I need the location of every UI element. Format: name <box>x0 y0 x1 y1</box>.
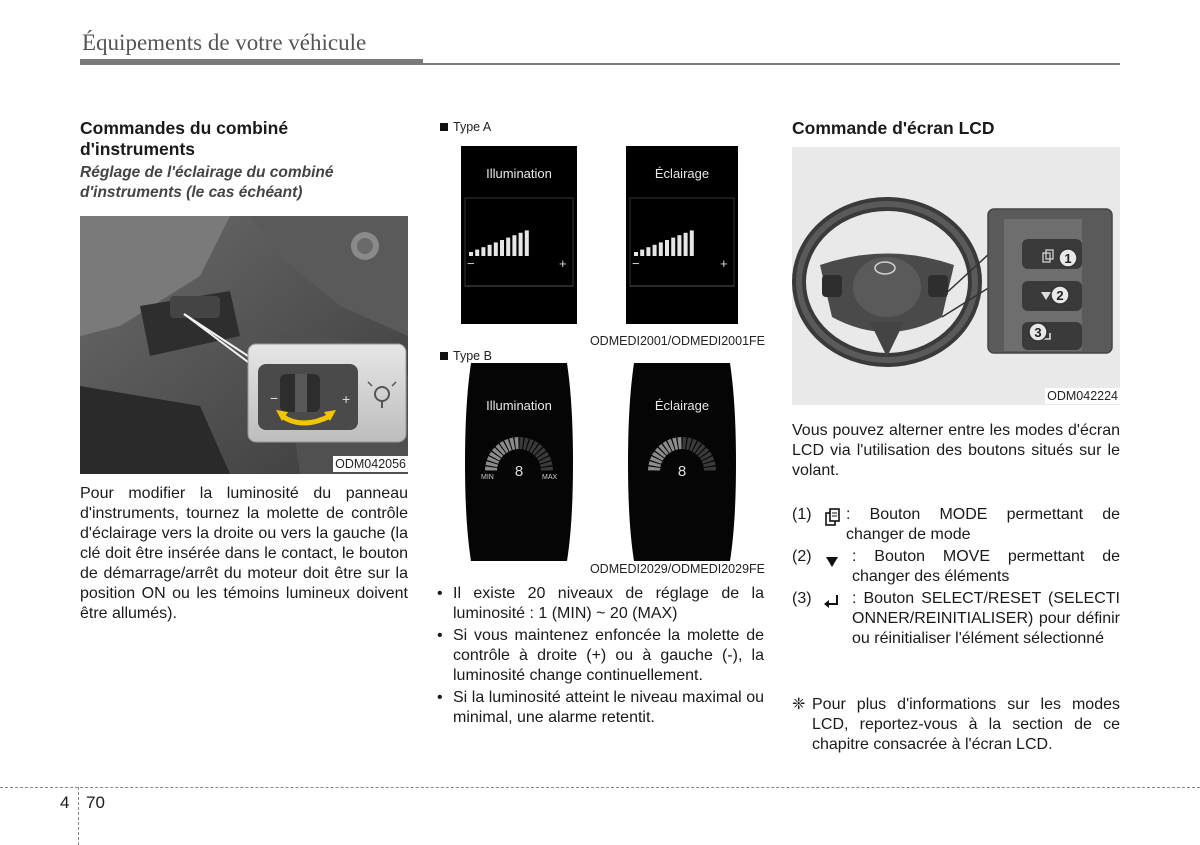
brightness-bar <box>640 250 644 256</box>
brightness-bar <box>506 238 510 256</box>
bullet-item <box>434 626 764 686</box>
button-item-mode <box>792 505 1120 545</box>
button-item-mode-text: : Bouton MODE permettant de changer de mode <box>846 506 1120 543</box>
bullet-text: Si la luminosité atteint le niveau maximal ou minimal, une alarme retentit. <box>453 689 764 726</box>
note-symbol-icon: ❈ <box>792 696 806 713</box>
brightness-bar <box>525 230 529 256</box>
type-a-en-plus: + <box>559 256 567 271</box>
lcd-note <box>792 695 1120 755</box>
type-a-fr-minus: − <box>632 256 640 271</box>
brightness-bar <box>646 247 650 256</box>
mode-icon <box>824 507 842 533</box>
bullet-item <box>434 584 764 624</box>
button-item-mode-num: (1) <box>792 506 812 523</box>
dial-minus-label: − <box>270 390 279 406</box>
type-b-code: ODMEDI2029/ODMEDI2029FE <box>589 562 765 576</box>
brightness-bar <box>690 230 694 256</box>
header-bar <box>80 59 423 65</box>
image-code-wheel-text: ODM042224 <box>1047 389 1118 403</box>
button-item-move-text: : Bouton MOVE permettant de changer des éléments <box>852 548 1120 585</box>
footer-rule <box>0 787 1200 788</box>
type-a-screen-fr <box>626 146 738 324</box>
move-down-icon <box>824 555 840 575</box>
type-a-fr-plus: + <box>720 256 728 271</box>
bullet-list <box>434 584 764 730</box>
type-a-code: ODMEDI2001/ODMEDI2001FE <box>589 334 765 348</box>
type-b-en-min: MIN <box>481 474 494 481</box>
type-b-screen-fr-title: Éclairage <box>654 398 710 413</box>
bullet-dot: • <box>437 689 443 706</box>
type-b-label: Type B <box>453 349 492 363</box>
heading-lcd-control: Commande d'écran LCD <box>792 118 995 138</box>
type-a-fr-bargraph <box>626 146 738 324</box>
steering-wheel-photo <box>792 147 1120 405</box>
brightness-bar <box>653 245 657 256</box>
lcd-intro-paragraph: Vous pouvez alterner entre les modes d'écran LCD via l'utilisation des boutons situés sur le volant. <box>792 422 1120 479</box>
type-b-tag <box>440 349 492 363</box>
image-code-dashboard <box>80 457 408 471</box>
type-b-en-level: 8 <box>514 463 524 480</box>
type-b-screen-fr <box>624 363 740 561</box>
brightness-bar <box>494 242 498 256</box>
dashboard-photo <box>80 216 408 474</box>
brightness-bar <box>475 250 479 256</box>
brightness-bar <box>481 247 485 256</box>
type-a-en-minus: − <box>467 256 475 271</box>
page-number: 70 <box>86 793 105 812</box>
callout-2: 2 <box>1056 288 1064 303</box>
brightness-bar <box>500 240 504 256</box>
button-list <box>792 505 1120 675</box>
bullet-dot: • <box>437 627 443 644</box>
type-b-fr-level: 8 <box>677 463 687 480</box>
image-code-wheel <box>792 389 1120 403</box>
type-b-fr-gauge <box>624 363 740 561</box>
bullet-dot: • <box>437 585 443 602</box>
type-b-en-max: MAX <box>542 474 558 481</box>
instructions-paragraph: Pour modifier la luminosité du panneau d'instruments, tournez la molette de contrôle d'éclairage vers la droite ou vers la gauche (la clé doit être insérée dans le contact, le bouton de démarrage/arrêt du moteur doit être sur la position ON ou les témoins lumineux doivent être allumés). <box>80 485 408 622</box>
type-b-screen-en-title: Illumination <box>486 398 552 413</box>
steering-wheel-illustration <box>792 147 1120 405</box>
dial-plus-label: + <box>342 391 351 407</box>
bullet-text: Si vous maintenez enfoncée la molette de contrôle à droite (+) ou à gauche (-), la luminosité change continuellement. <box>453 627 764 684</box>
dashboard-illustration <box>80 216 408 474</box>
callout-1: 1 <box>1064 251 1072 266</box>
brightness-bar <box>488 245 492 256</box>
type-a-screen-en <box>461 146 577 324</box>
brightness-bar <box>665 240 669 256</box>
bullet-item <box>434 688 764 728</box>
brightness-bar <box>671 238 675 256</box>
button-item-select-num: (3) <box>792 590 812 607</box>
type-a-screen-fr-title: Éclairage <box>654 166 710 181</box>
type-a-screen-en-title: Illumination <box>486 166 552 181</box>
brightness-bar <box>519 233 523 256</box>
footer-divider <box>78 787 79 845</box>
image-code-dashboard-text: ODM042056 <box>335 457 406 471</box>
bullet-text: Il existe 20 niveaux de réglage de la luminosité : 1 (MIN) ~ 20 (MAX) <box>453 585 764 622</box>
type-a-en-bargraph <box>461 146 577 324</box>
type-b-screen-en <box>461 363 577 561</box>
brightness-bar <box>677 235 681 256</box>
type-a-tag <box>440 120 491 134</box>
header-rule <box>423 63 1120 65</box>
section-title: Équipements de votre véhicule <box>82 30 367 55</box>
lcd-note-text: Pour plus d'informations sur les modes LCD, reportez-vous à la section de ce chapitre consacrée à l'écran LCD. <box>812 696 1120 753</box>
button-item-select-text: : Bouton SELECT/RESET (SELECTIONNER/REINITIALISER) pour définir ou réinitialiser l'élément sélectionné <box>852 590 1120 647</box>
chapter-number: 4 <box>60 793 70 812</box>
button-item-select <box>792 589 1120 675</box>
heading-instrument-controls: Commandes du combiné d'instruments <box>80 118 289 159</box>
button-item-move-num: (2) <box>792 548 812 565</box>
brightness-bar <box>659 242 663 256</box>
enter-icon <box>822 593 842 617</box>
subheading-illumination: Réglage de l'éclairage du combiné d'instruments (le cas échéant) <box>80 164 334 201</box>
button-item-move <box>792 547 1120 587</box>
brightness-bar <box>684 233 688 256</box>
callout-3: 3 <box>1034 325 1042 340</box>
type-a-label: Type A <box>453 120 492 134</box>
brightness-bar <box>512 235 516 256</box>
type-b-en-gauge <box>461 363 577 561</box>
